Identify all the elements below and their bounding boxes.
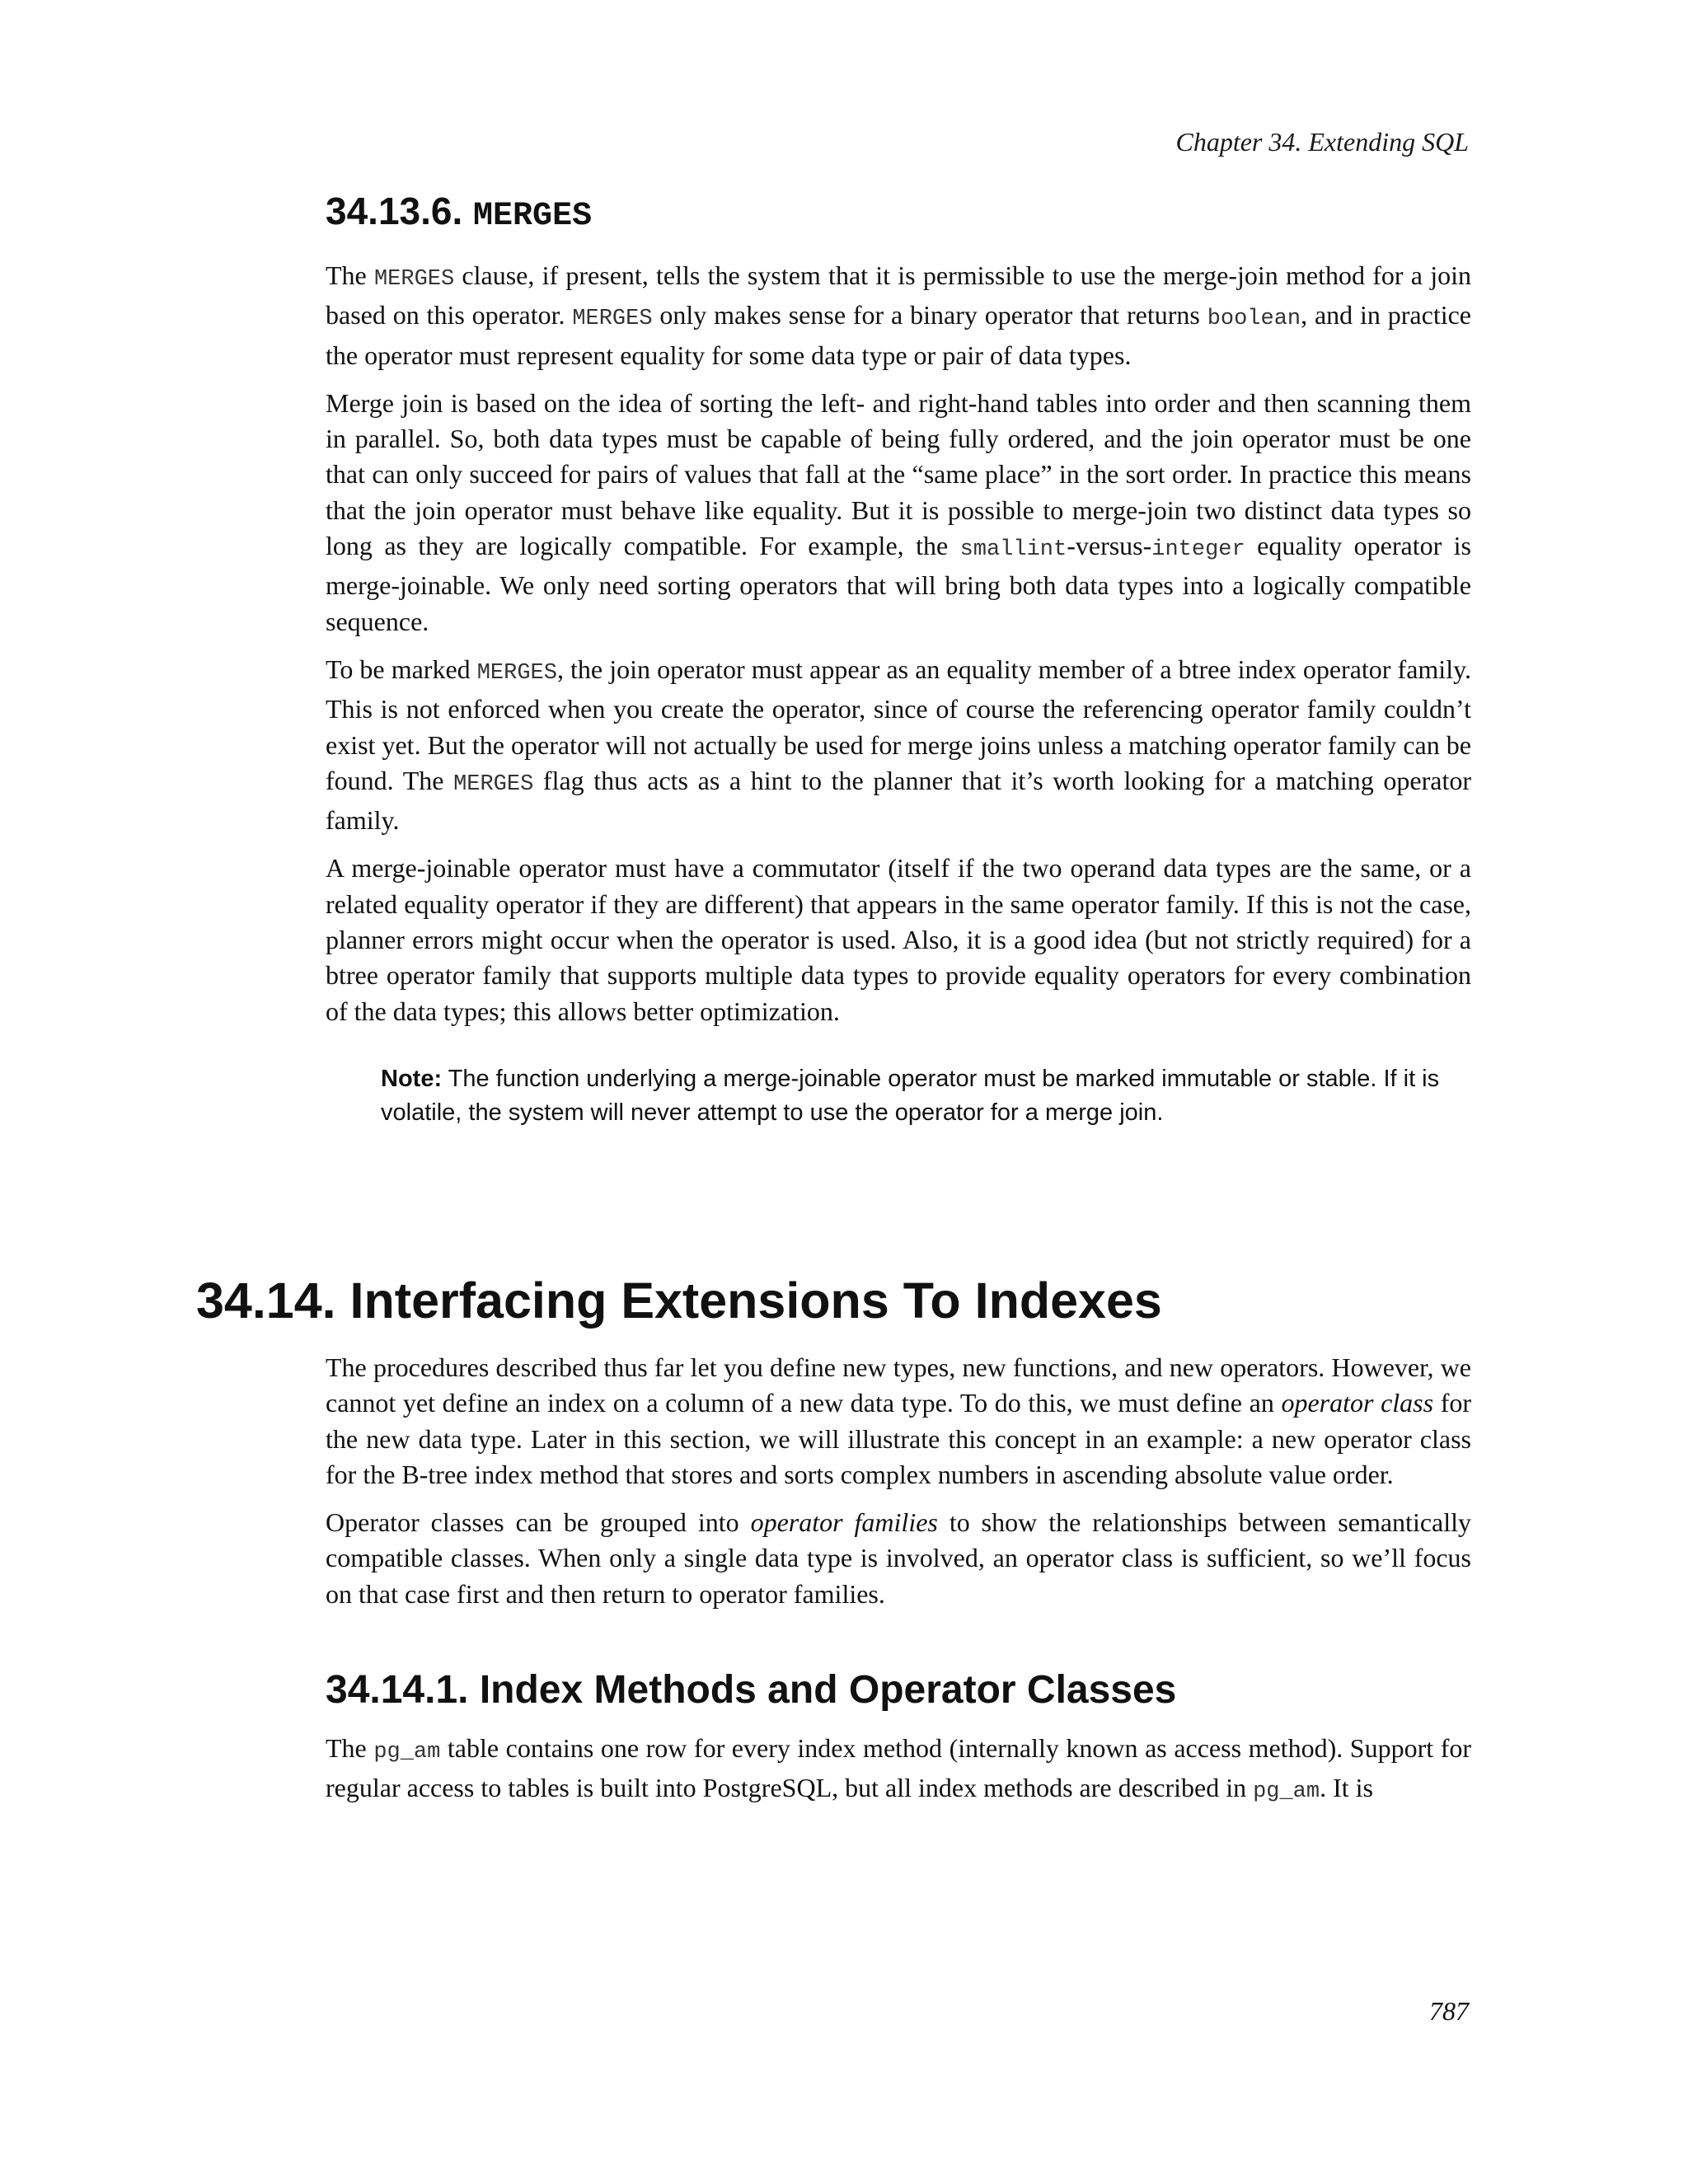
emphasis-term: operator families (750, 1507, 938, 1538)
chapter-section-title: 34.14. Interfacing Extensions To Indexes (196, 1272, 1162, 1329)
section-interfacing (326, 1350, 1471, 1823)
paragraph: To be marked MERGES, the join operator must appear as an equality member of a btree index operator family. This is not enforced when you create the operator, since of course the referencing operator family couldn’t exist yet. But the operator will not actually be used for merge joins unless a matching operator family can be found. The MERGES flag thus acts as a hint to the planner that it’s worth looking for a matching operator family. (326, 654, 1472, 836)
page-number: 787 (1429, 1996, 1469, 2026)
section-merges (326, 188, 1471, 1130)
section-heading-merges (326, 188, 1471, 240)
running-header: Chapter 34. Extending SQL (1175, 127, 1469, 157)
section-keyword: MERGES (473, 198, 593, 235)
paragraph: Merge join is based on the idea of sorting the left- and right-hand tables into order and then scanning them in parallel. So, both data types must be capable of being fully ordered, and the join operator must be one that can only succeed for pairs of values that fall at the “same place” in the sort order. In practice this means that the join operator must behave like equality. But it is possible to merge-join two distinct data types so long as they are logically compatible. For example, the smallint-versus-integer equality operator is merge-joinable. We only need sorting operators that will bring both data types into a logically compatible sequence. (326, 387, 1471, 636)
inline-code: integer (1151, 537, 1245, 563)
paragraph: The pg_am table contains one row for every index method (internally known as access method). Support for regular access to tables is built into PostgreSQL, but all index methods are described in pg_am. It is (326, 1733, 1472, 1805)
inline-code: MERGES (476, 660, 557, 686)
section-number: 34.13.6. (326, 190, 463, 232)
emphasis-term: operator class (1281, 1388, 1434, 1418)
inline-code: pg_am (1253, 1779, 1320, 1805)
paragraph: A merge-joinable operator must have a commutator (itself if the two operand data types are the same, or a related equality operator if they are different) that appears in the same operator family. If this is not the case, planner errors might occur when the operator is used. Also, it is a good idea (but not strictly required) for a btree operator family that supports multiple data types to provide equality operators for every combination of the data types; this allows better optimization. (326, 853, 1471, 1026)
inline-code: pg_am (373, 1740, 441, 1765)
note-label: Note: (381, 1065, 443, 1092)
paragraph: Operator classes can be grouped into operator families to show the relationships between semantically compatible classes. When only a single data type is involved, an operator class is sufficient, so we’ll focus on that case first and then return to operator families. (326, 1507, 1472, 1609)
inline-code: boolean (1207, 307, 1301, 332)
subsection-heading: 34.14.1. Index Methods and Operator Classes (326, 1668, 1177, 1713)
note-paragraph (381, 1062, 1471, 1130)
inline-code: MERGES (373, 267, 455, 292)
paragraph: The procedures described thus far let you define new types, new functions, and new operators. However, we cannot yet define an index on a column of a new data type. To do this, we must define an operator class for the new data type. Later in this section, we will illustrate this concept in an example: a new operator class for the B-tree index method that stores and sorts complex numbers in ascending absolute value order. (326, 1352, 1472, 1489)
paragraph: The MERGES clause, if present, tells the system that it is permissible to use the merge-join method for a join based on this operator. MERGES only makes sense for a binary operator that returns boolean, and in practice the operator must represent equality for some data type or pair of data types. (326, 260, 1472, 370)
inline-code: MERGES (572, 307, 653, 332)
inline-code: MERGES (453, 771, 534, 797)
inline-code: smallint (959, 537, 1067, 563)
note-box (381, 1062, 1471, 1130)
note-text: The function underlying a merge-joinable operator must be marked immutable or stable. If it is volatile, the system will never attempt to use the operator for a merge join. (381, 1065, 1440, 1126)
